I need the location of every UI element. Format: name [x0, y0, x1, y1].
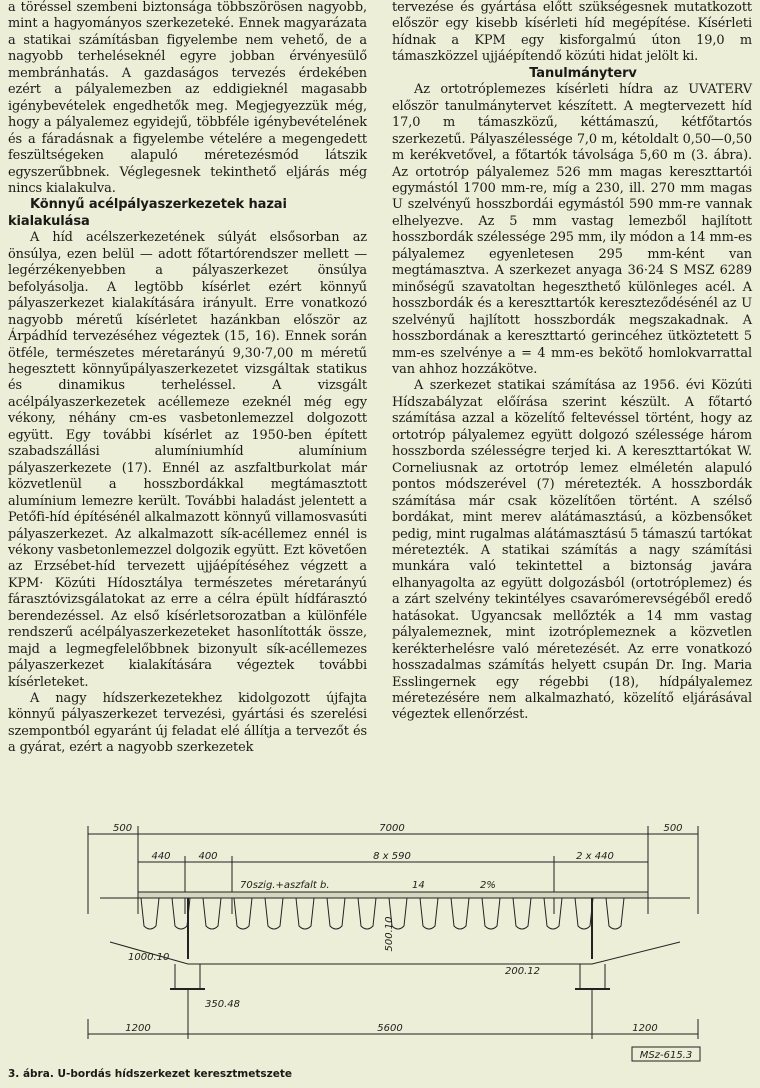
u-rib	[265, 898, 283, 929]
u-rib	[451, 898, 469, 929]
label-slope: 2%	[480, 880, 496, 891]
u-rib	[482, 898, 500, 929]
dim-500-left: 500	[113, 823, 133, 834]
label-asphalt: 70szig.+aszfalt b.	[240, 880, 330, 891]
dim-2x440: 2 x 440	[576, 851, 614, 862]
body-paragraph: A szerkezet statikai számítása az 1956. évi Közúti Hídszabályzat előírása szerint készült. A főtartó számítása azzal a közelítő feltevéssel történt, hogy az ortotróp pályalemez együtt dolgozó szélessége három hosszborda szélességre terjed ki. A kereszttartókat W. Corneliusnak az ortotróp lemez elméletén alapuló pontos módszerével (7) méretezték. A hosszbordák számítása már csak közelítően történt. A szélső bordákat, mint merev alátámasztású, a közbensőket pedig, mint rugalmas alátámasztású 5 támaszú tartókat méretezték. A statikai számítás a nagy számítási munkára való tekintettel a biztonság javára elhanyagolta az együtt dolgozásból (ortotróplemez) és a zárt szelvény tekintélyes csavarómerevségéből eredő hatásokat. Ugyancsak mellőzték a 14 mm vastag pályalemeznek, mint izotróplemeznek a közvetlen kerékterhelésre való méretezését. Az erre vonatkozó hosszadalmas számítás helyett csupán Dr. Ing. Maria Esslingernek egy régebbi (18), hídpályalemez méretezésére nem alkalmazható, közelítő eljárásával végeztek ellenőrzést.	[392, 378, 752, 723]
u-rib	[606, 898, 624, 929]
u-rib	[141, 898, 159, 929]
label-bottom: 350.48	[205, 999, 240, 1010]
dim-1200-left: 1200	[125, 1023, 151, 1034]
label-flange: 1000.10	[128, 952, 170, 963]
u-rib	[234, 898, 252, 929]
dim-440: 440	[151, 851, 171, 862]
label-web: 500.10	[384, 916, 395, 952]
u-rib	[358, 898, 376, 929]
dim-8x590: 8 x 590	[373, 851, 411, 862]
u-rib	[203, 898, 221, 929]
dim-5600: 5600	[377, 1023, 403, 1034]
right-column	[392, 0, 752, 724]
body-paragraph: A nagy hídszerkezetekhez kidolgozott újfajta könnyű pályaszerkezet tervezési, gyártási és szerelési szempontból egyaránt új feladat elé állítja a tervezőt és a gyárat, ezért a nagyobb szerkezetek	[8, 691, 367, 756]
section-heading-konnyu: Könnyű acélpályaszerkezetek hazai kialakulása	[8, 197, 287, 229]
left-intro-paragraph: a töréssel szembeni biztonsága többszörösen nagyobb, mint a hagyományos szerkezeteké. Ennek magyarázata a statikai számításban figyelembe nem vehető, de a nagyobb terheléseknél egyre jobban érvényesülő membránhatás. A gazdaságos tervezés érdekében ezért a pályalemezben az eddigieknél magasabb igénybevételek engedhetők meg. Megjegyezzük még, hogy a pályalemez egyidejű, többféle igénybevételének és a fáradásnak a figyelembe vételére a megengedett feszültségeken alapuló méretezésmód látszik egyszerűbbnek. Véglegesnek tekinthető eljárás még nincs kialakulva.	[8, 0, 367, 196]
section-heading-tanulmanyterv: Tanulmányterv	[529, 65, 637, 81]
drawing-number: MSz-615.3	[639, 1050, 693, 1061]
u-rib	[544, 898, 562, 929]
u-rib	[420, 898, 438, 929]
dim-1200-right: 1200	[632, 1023, 658, 1034]
u-rib	[296, 898, 314, 929]
caption-number: 3. ábra.	[8, 1068, 54, 1080]
u-rib	[575, 898, 593, 929]
u-rib	[327, 898, 345, 929]
figure-caption	[8, 1068, 292, 1080]
cross-section-figure	[0, 814, 760, 1064]
u-rib	[513, 898, 531, 929]
u-ribs	[141, 898, 624, 929]
right-intro-paragraph: tervezése és gyártása előtt szükségesnek mutatkozott először egy kisebb kísérleti híd megépítése. Kísérleti hídnak a KPM egy kisforgalmú úton 19,0 m támaszközzel ujjáépítendő közúti hidat jelölt ki.	[392, 0, 752, 65]
body-paragraph: A híd acélszerkezetének súlyát elsősorban az önsúlya, ezen belül — adott főtartórendszer mellett — legérzékenyebben a pályaszerkezet önsúlya befolyásolja. A legtöbb kísérlet ezért könnyű pályaszerkezet kialakítására irányult. Erre vonatkozó nagyobb méretű kísérletet hazánkban először az Árpádhíd tervezéséhez végeztek (15, 16). Ennek során ötféle, természetes méretarányú 9,30·7,00 m méretű hegesztett könnyűpályaszerkezetet vizsgáltak statikus és dinamikus terheléssel. A vizsgált acélpályaszerkezetek acéllemeze ezeknél még egy vékony, néhány cm-es vasbetonlemezzel dolgozott együtt. Egy további kísérlet az 1950-ben épített szabadszállási alumíniumhíd alumínium pályaszerkezete (17). Ennél az aszfaltburkolat már közvetlenül a hosszbordákkal megtámasztott alumínium lemezre került. További haladást jelentett a Petőfi-híd építésénél alkalmazott könnyű villamosvasúti pályaszerkezet. Az alkalmazott sík-acéllemez ennél is vékony vasbetonlemezzel dolgozik együtt. Ezt követően az Erzsébet-híd tervezett ujjáépítéséhez végzett a KPM· Közúti Hídosztálya természetes méretarányú fárasztóvizsgálatokat az erre a célra épült hídfárasztó berendezéssel. Az első kísérletsorozatban a különféle rendszerű acélpályaszerkezeteket hasonlították össze, majd a legmegfelelőbbnek bizonyult sík-acéllemezes pályaszerkezet kialakítására végeztek további kísérleteket.	[8, 230, 367, 690]
dim-7000: 7000	[379, 823, 405, 834]
cross-section-drawing	[0, 814, 760, 1064]
body-paragraph: Az ortotróplemezes kísérleti hídra az UVATERV először tanulmánytervet készített. A megtervezett híd 17,0 m támaszközű, kéttámaszú, kétfőtartós szerkezetű. Pályaszélessége 7,0 m, kétoldalt 0,50—0,50 m kerékvetővel, a főtartók távolsága 5,60 m (3. ábra). Az ortotróp pályalemez 526 mm magas kereszttartói egymástól 1700 mm-re, míg a 230, ill. 270 mm magas U szelvényű hosszbordái egymástól 590 mm-re vannak elhelyezve. Az 5 mm vastag lemezből hajlított hosszbordák szélessége 295 mm, ily módon a 14 mm-es pályalemez egyenletesen 295 mm-ként van megtámasztva. A szerkezet anyaga 36·24 S MSZ 6289 minőségű szavatoltan hegeszthető különleges acél. A hosszbordák és a kereszttartók kereszteződésénél az U szelvényű hajlított hosszbordák megszakadnak. A hosszbordának a kereszttartó gerincéhez ütköztetett 5 mm-es szelvénye a = 4 mm-es bekötő homlokvarrattal van ahhoz hozzákötve.	[392, 82, 752, 377]
left-column	[8, 0, 367, 757]
dim-500-right: 500	[663, 823, 683, 834]
dim-400: 400	[198, 851, 218, 862]
label-stiffener: 200.12	[505, 966, 540, 977]
caption-text: U-bordás hídszerkezet keresztmetszete	[57, 1068, 292, 1080]
label-plate-thickness: 14	[412, 880, 425, 891]
